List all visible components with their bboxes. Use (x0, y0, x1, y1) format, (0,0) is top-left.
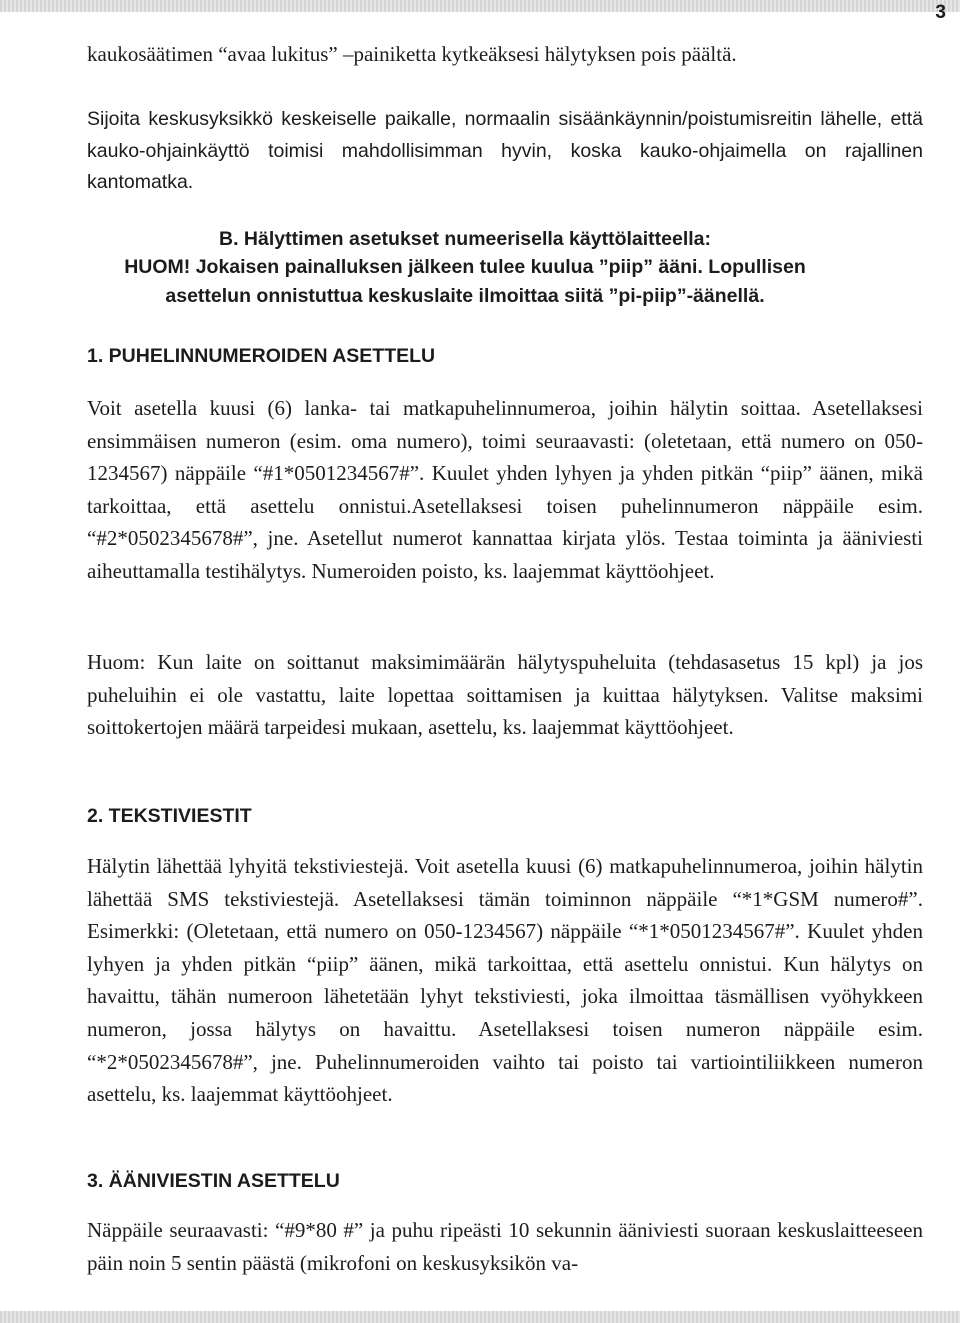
section-3-heading: 3. ÄÄNIVIESTIN ASETTELU (87, 1170, 340, 1192)
section-3-body: Näppäile seuraavasti: “#9*80 #” ja puhu ripeästi 10 sekunnin ääniviesti suoraan keskuslaitteeseen päin noin 5 sentin päästä (mikrofoni on keskusyksikön va- (87, 1218, 923, 1275)
section-1-heading: 1. PUHELINNUMEROIDEN ASETTELU (87, 345, 436, 367)
section-2-body: Hälytin lähettää lyhyitä tekstiviestejä. Voit asetella kuusi (6) matkapuhelinnumeroa, joihin hälytin lähettää SMS tekstiviestejä. Asetellaksesi tämän toiminnon näppäile “*1*GSM numero#”. Esimerkki: (Oletetaan, että numero on 050-1234567) näppäile “*1*0501234567#”. Kuulet yhden lyhyen ja yhden pitkän “piip” äänen, mikä tarkoittaa, että asettelu onnistui. Kun hälytys on havaittu, tähän numeroon lähetetään lyhyt tekstiviesti, joka ilmoittaa täsmällisen vyöhykkeen numeron, jossa hälytys on havaittu. Asetellaksesi toisen numeron näppäile esim. “*2*0502345678#”, jne. Puhelinnumeroiden vaihto tai poisto tai vartiointiliikkeen numeron asettelu, ks. laajemmat käyttöohjeet. (87, 854, 923, 1107)
section-1-note: Huom: Kun laite on soittanut maksimimäärän hälytyspuheluita (tehdasasetus 15 kpl) ja jos puheluihin ei ole vastattu, laite lopettaa soittamisen ja kuittaa hälytyksen. Valitse maksimi soittokertojen määrä tarpeidesi mukaan, asettelu, ks. laajemmat käyttöohjeet. (87, 650, 923, 740)
bottom-border-bar (0, 1311, 960, 1323)
section-1-body: Voit asetella kuusi (6) lanka- tai matkapuhelinnumeroa, joihin hälytin soittaa. Asetellaksesi ensimmäisen numeron (esim. oma numero), toimi seuraavasti: (oletetaan, että numero on 050-1234567) näppäile “#1*0501234567#”. Kuulet yhden lyhyen ja yhden pitkän “piip” äänen, mikä tarkoittaa, että asettelu onnistui.Asetellaksesi toisen puhelinnumeron näppäile esim. “#2*0502345678#”, jne. Asetellut numerot kannattaa kirjata ylös. Testaa toiminta ja ääniviesti aiheuttamalla testihälytys. Numeroiden poisto, ks. laajemmat käyttöohjeet. (87, 396, 923, 583)
intro-line: kaukosäätimen “avaa lukitus” –painiketta kytkeäksesi hälytyksen pois päältä. (87, 42, 737, 66)
placement-paragraph: Sijoita keskusyksikkö keskeiselle paikalle, normaalin sisäänkäynnin/poistumisreitin lähelle, että kauko-ohjainkäyttö toimisi mahdollisimman hyvin, koska kauko-ohjaimella on rajallinen kantomatka. (87, 108, 923, 193)
top-border-bar (0, 0, 960, 12)
section-2-heading: 2. TEKSTIVIESTIT (87, 805, 252, 827)
page-number: 3 (935, 2, 946, 23)
section-b-title: B. Hälyttimen asetukset numeerisella käyttölaitteella: (218, 228, 712, 250)
section-b-note: HUOM! Jokaisen painalluksen jälkeen tulee kuulua ”piip” ääni. Lopullisen asettelun onnistuttua keskuslaite ilmoittaa siitä ”pi-piip”-äänellä. (124, 256, 806, 307)
